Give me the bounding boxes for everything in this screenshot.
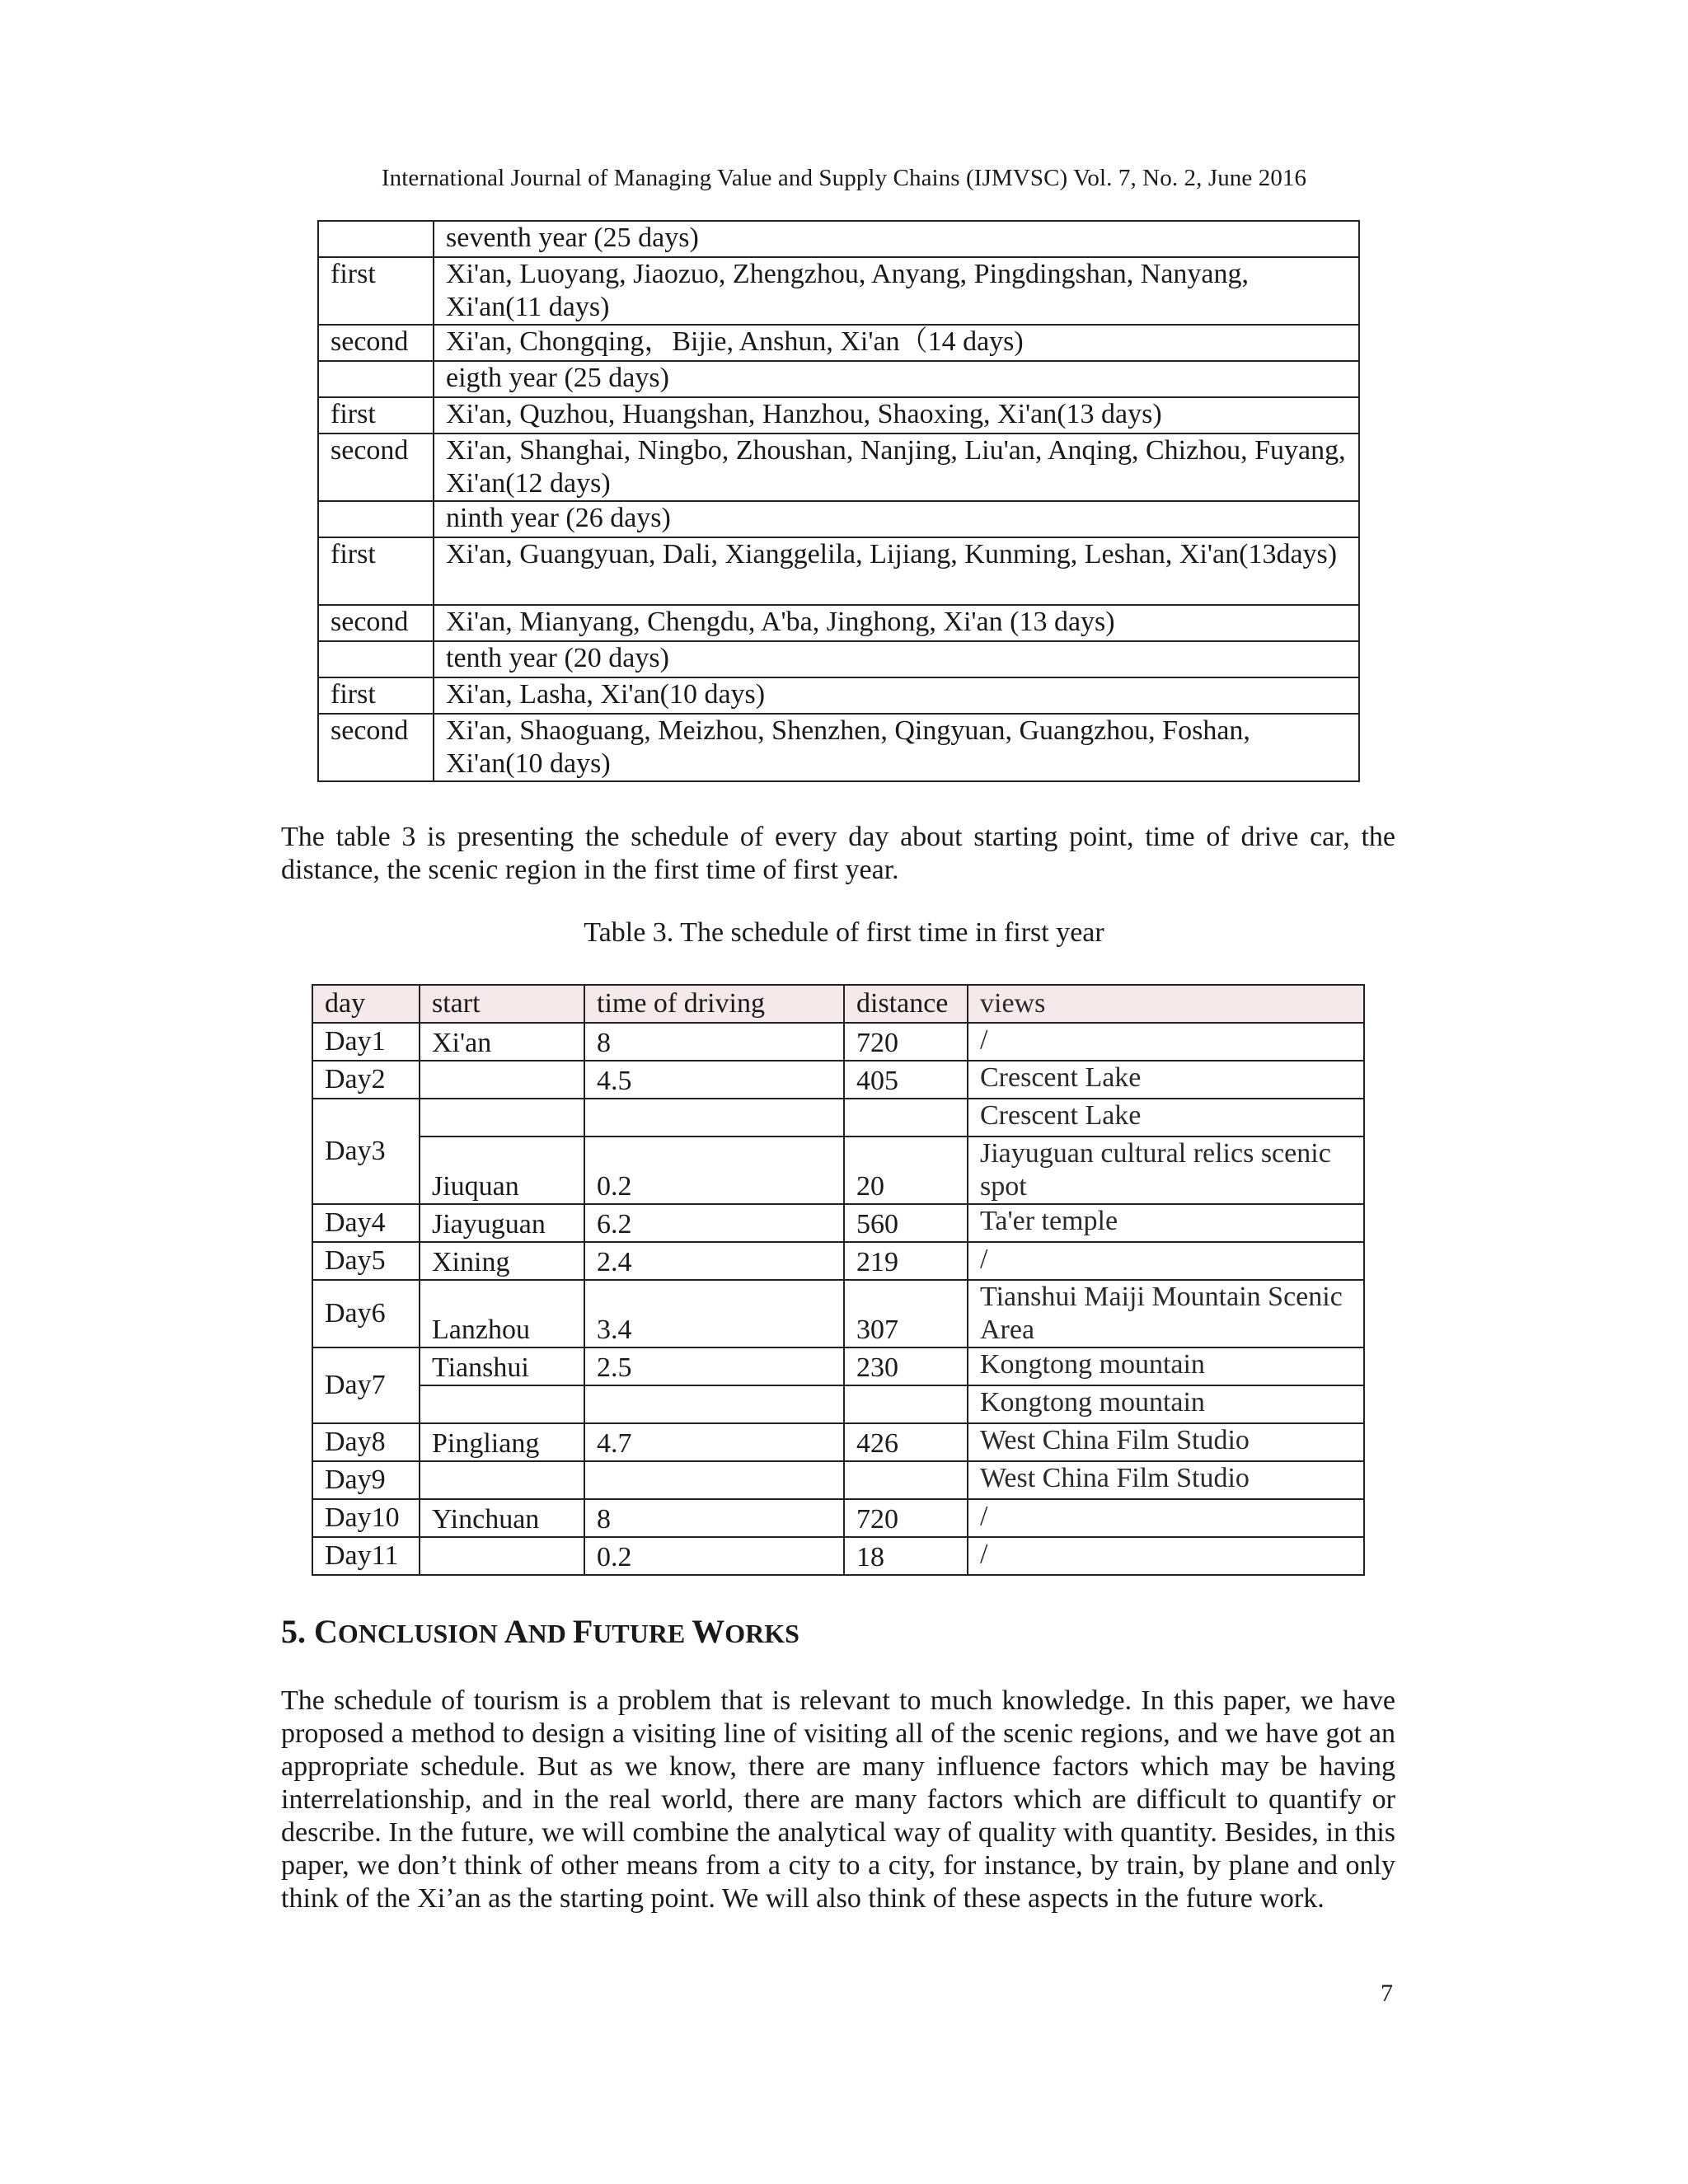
- cell-time: 4.5: [584, 1061, 844, 1099]
- cell-distance: 20: [844, 1137, 968, 1204]
- table-row: [312, 1280, 1364, 1347]
- table3-caption: Table 3. The schedule of first time in first year: [584, 917, 1104, 948]
- cell-start: [420, 1061, 584, 1099]
- section-title-letter: F: [572, 1613, 593, 1650]
- trip-label: [318, 221, 434, 257]
- trip-label: first: [318, 677, 434, 714]
- trip-route: tenth year (20 days): [434, 641, 1359, 677]
- cell-day: Day4: [312, 1204, 420, 1242]
- cell-start: Xining: [420, 1242, 584, 1280]
- cell-time: 6.2: [584, 1204, 844, 1242]
- cell-start: [420, 1537, 584, 1575]
- cell-distance: [844, 1461, 968, 1499]
- cell-day: Day9: [312, 1461, 420, 1499]
- cell-views: Crescent Lake: [968, 1061, 1364, 1099]
- trip-route: Xi'an, Quzhou, Huangshan, Hanzhou, Shaoxing, Xi'an(13 days): [434, 397, 1359, 434]
- cell-start: Lanzhou: [420, 1280, 584, 1347]
- cell-day: Day6: [312, 1280, 420, 1347]
- trip-route: Xi'an, Mianyang, Chengdu, A'ba, Jinghong, Xi'an (13 days): [434, 605, 1359, 641]
- cell-views: West China Film Studio: [968, 1423, 1364, 1461]
- trip-label: second: [318, 325, 434, 361]
- trip-route: Xi'an, Shaoguang, Meizhou, Shenzhen, Qingyuan, Guangzhou, Foshan, Xi'an(10 days): [434, 714, 1359, 781]
- table-row: [312, 1137, 1364, 1204]
- cell-time: 3.4: [584, 1280, 844, 1347]
- running-header: International Journal of Managing Value and Supply Chains (IJMVSC) Vol. 7, No. 2, June 2016: [381, 165, 1307, 191]
- trip-label: [318, 641, 434, 677]
- cell-start: Yinchuan: [420, 1499, 584, 1537]
- table-row: [312, 1061, 1364, 1099]
- trip-route: Xi'an, Lasha, Xi'an(10 days): [434, 677, 1359, 714]
- cell-start: [420, 1385, 584, 1423]
- schedule-table: [312, 984, 1365, 1576]
- cell-distance: 230: [844, 1347, 968, 1385]
- cell-views: /: [968, 1537, 1364, 1575]
- trip-route: Xi'an, Chongqing，Bijie, Anshun, Xi'an（14 days): [434, 325, 1359, 361]
- trip-label: [318, 501, 434, 537]
- cell-time: 2.4: [584, 1242, 844, 1280]
- cell-time: 0.2: [584, 1537, 844, 1575]
- column-header: views: [968, 985, 1364, 1023]
- trip-label: [318, 361, 434, 397]
- cell-day: Day7: [312, 1347, 420, 1423]
- trip-route: eigth year (25 days): [434, 361, 1359, 397]
- cell-time: [584, 1385, 844, 1423]
- cell-day: Day3: [312, 1099, 420, 1204]
- cell-distance: [844, 1099, 968, 1137]
- table-row: [312, 1023, 1364, 1061]
- cell-day: Day11: [312, 1537, 420, 1575]
- trip-route: ninth year (26 days): [434, 501, 1359, 537]
- section-title-smallcaps: UTURE: [593, 1619, 692, 1648]
- cell-day: Day5: [312, 1242, 420, 1280]
- cell-distance: 720: [844, 1023, 968, 1061]
- cell-time: [584, 1099, 844, 1137]
- cell-time: 8: [584, 1499, 844, 1537]
- cell-views: Jiayuguan cultural relics scenic spot: [968, 1137, 1364, 1204]
- cell-time: [584, 1461, 844, 1499]
- section-title-letter: C: [314, 1613, 338, 1650]
- table-row: [312, 1461, 1364, 1499]
- trip-route: seventh year (25 days): [434, 221, 1359, 257]
- section-title-smallcaps: ORKS: [724, 1619, 799, 1648]
- table-row: [312, 1242, 1364, 1280]
- column-header: distance: [844, 985, 968, 1023]
- cell-distance: 426: [844, 1423, 968, 1461]
- cell-start: Pingliang: [420, 1423, 584, 1461]
- trip-route: Xi'an, Shanghai, Ningbo, Zhoushan, Nanjing, Liu'an, Anqing, Chizhou, Fuyang, Xi'an(12 days): [434, 434, 1359, 501]
- cell-views: West China Film Studio: [968, 1461, 1364, 1499]
- section-title-letter: W: [692, 1613, 725, 1650]
- cell-views: Kongtong mountain: [968, 1347, 1364, 1385]
- column-header: time of driving: [584, 985, 844, 1023]
- cell-start: [420, 1461, 584, 1499]
- table-row: [312, 1537, 1364, 1575]
- cell-views: /: [968, 1242, 1364, 1280]
- route-table-continued: [317, 220, 1360, 782]
- cell-distance: 720: [844, 1499, 968, 1537]
- trip-label: first: [318, 397, 434, 434]
- cell-start: Jiuquan: [420, 1137, 584, 1204]
- cell-time: 4.7: [584, 1423, 844, 1461]
- section-title-smallcaps: ND: [528, 1619, 573, 1648]
- table-row: [312, 1099, 1364, 1137]
- cell-views: Ta'er temple: [968, 1204, 1364, 1242]
- conclusion-paragraph: [281, 1685, 1395, 1915]
- cell-distance: 405: [844, 1061, 968, 1099]
- cell-day: Day2: [312, 1061, 420, 1099]
- cell-start: Xi'an: [420, 1023, 584, 1061]
- table-row: [312, 1385, 1364, 1423]
- trip-route: Xi'an, Guangyuan, Dali, Xianggelila, Lijiang, Kunming, Leshan, Xi'an(13days): [434, 537, 1359, 605]
- cell-day: Day10: [312, 1499, 420, 1537]
- table-header-row: [312, 985, 1364, 1023]
- cell-start: Tianshui: [420, 1347, 584, 1385]
- cell-time: 0.2: [584, 1137, 844, 1204]
- section-number: 5.: [281, 1613, 306, 1650]
- cell-views: /: [968, 1023, 1364, 1061]
- column-header: day: [312, 985, 420, 1023]
- cell-views: Tianshui Maiji Mountain Scenic Area: [968, 1280, 1364, 1347]
- cell-distance: 560: [844, 1204, 968, 1242]
- table-row: [312, 1347, 1364, 1385]
- cell-views: /: [968, 1499, 1364, 1537]
- table-row: [312, 1423, 1364, 1461]
- cell-day: Day1: [312, 1023, 420, 1061]
- table-row: [312, 1499, 1364, 1537]
- trip-label: second: [318, 714, 434, 781]
- section-title-letter: A: [504, 1613, 528, 1650]
- trip-label: second: [318, 605, 434, 641]
- table-row: [312, 1204, 1364, 1242]
- trip-label: first: [318, 537, 434, 605]
- column-header: start: [420, 985, 584, 1023]
- intro-paragraph: [281, 821, 1395, 887]
- cell-day: Day8: [312, 1423, 420, 1461]
- cell-distance: 18: [844, 1537, 968, 1575]
- cell-distance: [844, 1385, 968, 1423]
- cell-distance: 307: [844, 1280, 968, 1347]
- cell-views: Crescent Lake: [968, 1099, 1364, 1137]
- trip-label: first: [318, 257, 434, 325]
- page-number: 7: [1381, 1980, 1393, 2007]
- section-title-smallcaps: ONCLUSION: [337, 1619, 504, 1648]
- cell-time: 2.5: [584, 1347, 844, 1385]
- cell-start: Jiayuguan: [420, 1204, 584, 1242]
- trip-label: second: [318, 434, 434, 501]
- cell-views: Kongtong mountain: [968, 1385, 1364, 1423]
- cell-start: [420, 1099, 584, 1137]
- intro-text: The table 3 is presenting the schedule of every day about starting point, time of drive car, the distance, the scenic region in the first time of first year.: [281, 822, 1395, 885]
- section-heading: [281, 1612, 799, 1651]
- cell-distance: 219: [844, 1242, 968, 1280]
- cell-time: 8: [584, 1023, 844, 1061]
- conclusion-text: The schedule of tourism is a problem that is relevant to much knowledge. In this paper, we have proposed a method to design a visiting line of visiting all of the scenic regions, and we have got an appropriate schedule. But as we know, there are many influence factors which may be having interrelationship, and in the real world, there are many factors which are difficult to quantify or describe. In the future, we will combine the analytical way of quality with quantity. Besides, in this paper, we don’t think of other means from a city to a city, for instance, by train, by plane and only think of the Xi’an as the starting point. We will also think of these aspects in the future work.: [281, 1685, 1395, 1914]
- trip-route: Xi'an, Luoyang, Jiaozuo, Zhengzhou, Anyang, Pingdingshan, Nanyang, Xi'an(11 days): [434, 257, 1359, 325]
